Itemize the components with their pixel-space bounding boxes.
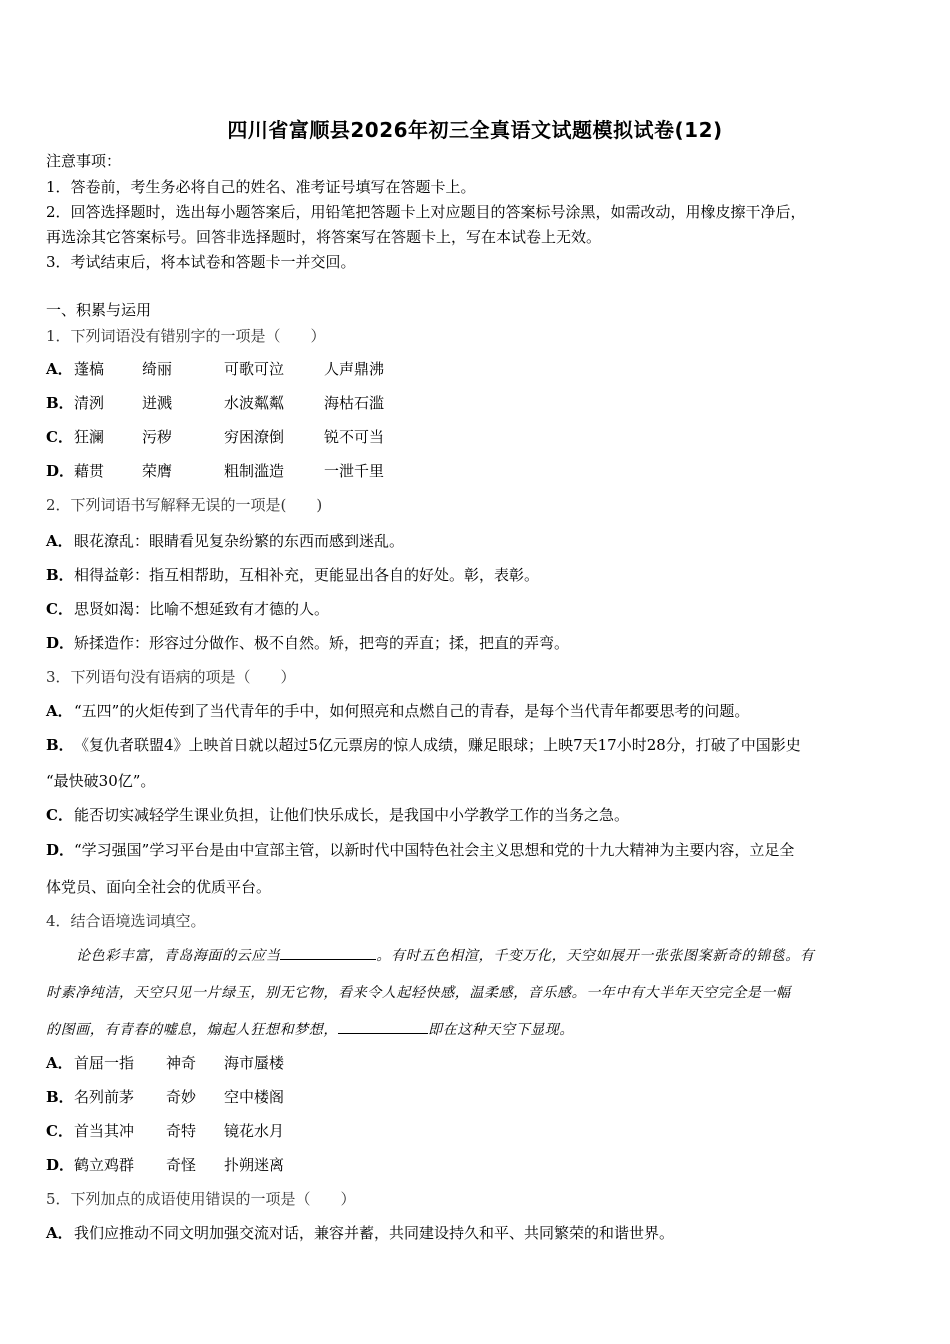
option-word: 神奇: [166, 1054, 197, 1072]
option-word: 一泄千里: [324, 462, 385, 480]
option-word: 名列前茅: [74, 1088, 135, 1106]
fill-blank: [338, 1019, 428, 1034]
q1-option-d: [46, 461, 384, 481]
option-label: A．: [46, 532, 73, 550]
option-text: 《复仇者联盟4》上映首日就以超过5亿元票房的惊人成绩，赚足眼球；上映7天17小时28分，打破了中国影史: [74, 736, 801, 754]
option-word: 可歌可泣: [224, 360, 285, 378]
option-label: B．: [46, 566, 74, 584]
option-word: 扑朔迷离: [224, 1156, 285, 1174]
section-heading: 一、积累与运用: [46, 301, 152, 319]
option-label: A．: [46, 360, 73, 378]
q3-option-b: [46, 735, 801, 755]
option-label: D．: [46, 1156, 75, 1174]
option-word: 粗制滥造: [224, 462, 285, 480]
option-text: “五四”的火炬传到了当代青年的手中，如何照亮和点燃自己的青春，是每个当代青年都要思考的问题。: [74, 702, 750, 720]
option-text: 我们应推动不同文明加强交流对话，兼容并蓄，共同建设持久和平、共同繁荣的和谐世界。: [74, 1224, 675, 1242]
option-label: C．: [46, 806, 73, 824]
option-label: D．: [46, 462, 75, 480]
q4-passage-line: [46, 1019, 574, 1040]
fill-blank: [280, 945, 376, 960]
option-text: 矫揉造作：形容过分做作、极不自然。矫，把弯的弄直；揉，把直的弄弯。: [74, 634, 570, 652]
question-5-stem: 5．下列加点的成语使用错误的一项是（ ）: [46, 1190, 356, 1208]
q2-option-a: [46, 531, 404, 551]
option-word: 锐不可当: [324, 428, 385, 446]
q2-option-c: [46, 599, 329, 619]
option-word: 污秽: [142, 428, 173, 446]
option-word: 荣膺: [142, 462, 173, 480]
passage-text: 的图画，有青春的嘘息，煽起人狂想和梦想，: [46, 1022, 338, 1038]
question-3-stem: 3．下列语句没有语病的项是（ ）: [46, 668, 296, 686]
option-text: 眼花潦乱：眼睛看见复杂纷繁的东西而感到迷乱。: [74, 532, 405, 550]
notice-item: 2．回答选择题时，选出每小题答案后，用铅笔把答题卡上对应题目的答案标号涂黑，如需改动，用橡皮擦干净后，: [46, 203, 806, 221]
option-text: 思贤如渴：比喻不想延致有才德的人。: [74, 600, 330, 618]
option-word: 绮丽: [142, 360, 173, 378]
q4-passage-line: [76, 945, 814, 966]
option-word: 蓬槁: [74, 360, 105, 378]
passage-text: 。有时五色相渲，千变万化，天空如展开一张张图案新奇的锦毯。有: [376, 948, 815, 964]
q5-option-a: [46, 1223, 674, 1243]
option-word: 海市蜃楼: [224, 1054, 285, 1072]
option-word: 奇特: [166, 1122, 197, 1140]
q4-option-a: [46, 1053, 284, 1073]
passage-text: 论色彩丰富，青岛海面的云应当: [76, 948, 281, 964]
option-label: C．: [46, 600, 73, 618]
notice-item: 1．答卷前，考生务必将自己的姓名、准考证号填写在答题卡上。: [46, 178, 476, 196]
q4-option-d: [46, 1155, 284, 1175]
q2-option-d: [46, 633, 569, 653]
q1-option-c: [46, 427, 384, 447]
option-label: B．: [46, 1088, 74, 1106]
q3-option-a: [46, 701, 749, 721]
option-word: 人声鼎沸: [324, 360, 385, 378]
notice-item: 再选涂其它答案标号。回答非选择题时，将答案写在答题卡上，写在本试卷上无效。: [46, 228, 602, 246]
page-title: 四川省富顺县2026年初三全真语文试题模拟试卷(12): [227, 118, 723, 142]
option-word: 水波粼粼: [224, 394, 285, 412]
option-word: 奇怪: [166, 1156, 197, 1174]
q4-option-b: [46, 1087, 284, 1107]
option-word: 清洌: [74, 394, 105, 412]
q4-passage-line: 时素净纯洁，天空只见一片绿玉，别无它物，看来令人起轻快感，温柔感，音乐感。一年中有大半年天空完全是一幅: [46, 985, 791, 1001]
question-4-stem: 4．结合语境选词填空。: [46, 912, 206, 930]
option-label: C．: [46, 1122, 73, 1140]
option-word: 狂澜: [74, 428, 105, 446]
notice-heading: 注意事项：: [46, 152, 122, 170]
option-word: 首当其冲: [74, 1122, 135, 1140]
option-word: 海枯石滥: [324, 394, 385, 412]
option-word: 穷困潦倒: [224, 428, 285, 446]
q4-option-c: [46, 1121, 284, 1141]
option-word: 鹤立鸡群: [74, 1156, 135, 1174]
q2-option-b: [46, 565, 539, 585]
option-word: 首屈一指: [74, 1054, 135, 1072]
q3-option-d-cont: 体党员、面向全社会的优质平台。: [46, 878, 272, 896]
option-label: A．: [46, 1054, 73, 1072]
q1-option-b: [46, 393, 384, 413]
q3-option-c: [46, 805, 629, 825]
option-label: A．: [46, 702, 73, 720]
option-word: 空中楼阁: [224, 1088, 285, 1106]
option-word: 奇妙: [166, 1088, 197, 1106]
option-label: C．: [46, 428, 73, 446]
option-label: D．: [46, 634, 75, 652]
option-label: A．: [46, 1224, 73, 1242]
question-1-stem: 1．下列词语没有错别字的一项是（ ）: [46, 327, 326, 345]
option-word: 迸溅: [142, 394, 173, 412]
q3-option-d: [46, 840, 794, 860]
option-label: D．: [46, 841, 75, 859]
option-label: B．: [46, 736, 74, 754]
option-text: 能否切实减轻学生课业负担，让他们快乐成长，是我国中小学教学工作的当务之急。: [74, 806, 630, 824]
option-word: 藉贯: [74, 462, 105, 480]
option-label: B．: [46, 394, 74, 412]
notice-item: 3．考试结束后，将本试卷和答题卡一并交回。: [46, 253, 356, 271]
question-2-stem: 2．下列词语书写解释无误的一项是( ): [46, 496, 323, 514]
passage-text: 即在这种天空下显现。: [428, 1022, 574, 1038]
q1-option-a: [46, 359, 384, 379]
option-text: “学习强国”学习平台是由中宣部主管，以新时代中国特色社会主义思想和党的十九大精神为主要内容，立足全: [74, 841, 795, 859]
option-word: 镜花水月: [224, 1122, 285, 1140]
q3-option-b-cont: “最快破30亿”。: [46, 772, 156, 790]
option-text: 相得益彰：指互相帮助，互相补充，更能显出各自的好处。彰，表彰。: [74, 566, 540, 584]
